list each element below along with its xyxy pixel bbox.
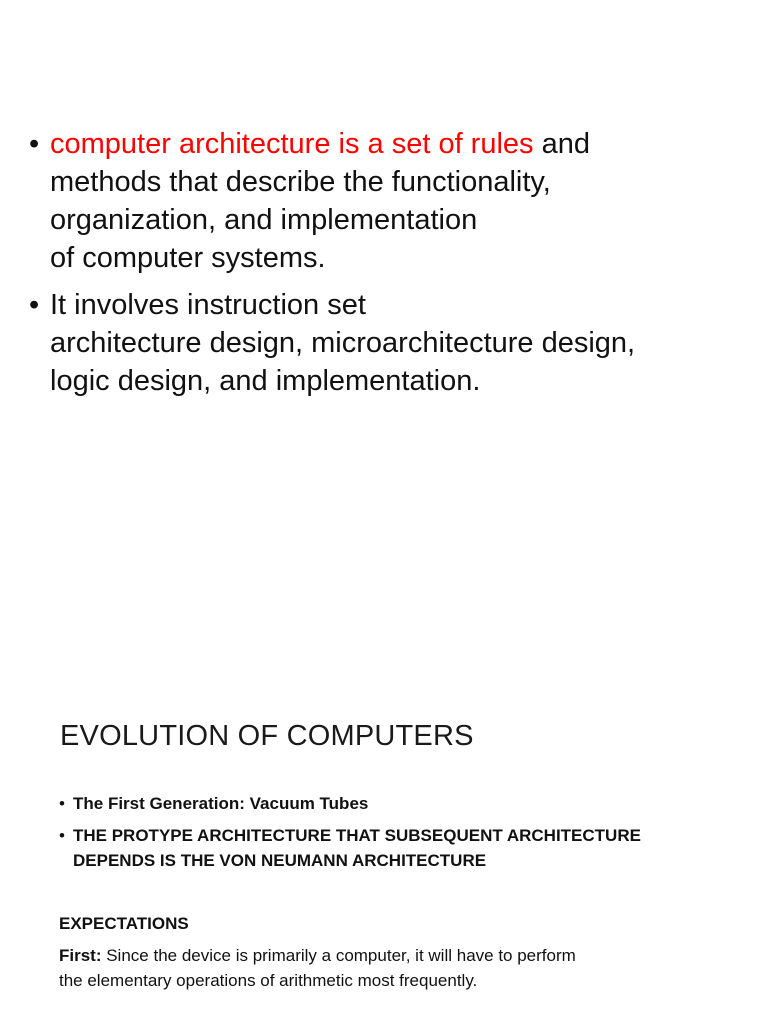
bullet-marker: •: [29, 128, 40, 160]
bullet-involves: [29, 286, 749, 400]
highlighted-definition: computer architecture is a set of rules: [50, 128, 534, 160]
bullet-von-neumann: [59, 823, 739, 873]
expectation-label: First:: [59, 946, 102, 965]
involves-line: architecture design, microarchitecture design,: [50, 327, 636, 359]
bullet-text: [73, 823, 739, 873]
expectations-heading: EXPECTATIONS: [59, 914, 189, 933]
definition-line: methods that describe the functionality,: [50, 166, 551, 198]
bullet-text: [50, 286, 749, 400]
bullet-marker: •: [59, 826, 65, 845]
expectation-line: Since the device is primarily a computer, it will have to perform: [101, 946, 576, 965]
slide-title: EVOLUTION OF COMPUTERS: [60, 720, 474, 752]
definition-line: organization, and implementation: [50, 204, 478, 236]
von-neumann-line: THE PROTYPE ARCHITECTURE THAT SUBSEQUENT ARCHITECTURE: [73, 826, 641, 845]
expectation-line: the elementary operations of arithmetic most frequently.: [59, 971, 478, 990]
bullet-definition: [29, 125, 749, 277]
definition-line: of computer systems.: [50, 242, 326, 274]
involves-line: logic design, and implementation.: [50, 365, 481, 397]
bullet-text: [50, 125, 749, 277]
definition-continuation: and: [533, 128, 590, 160]
expectation-first: [59, 943, 719, 993]
slide-evolution-of-computers: [0, 690, 768, 1024]
bullet-first-generation: [59, 791, 739, 816]
von-neumann-line: DEPENDS IS THE VON NEUMANN ARCHITECTURE: [73, 851, 487, 870]
bullet-marker: •: [59, 794, 65, 813]
bullet-marker: •: [29, 289, 40, 321]
bullet-text: The First Generation: Vacuum Tubes: [73, 794, 369, 813]
involves-line: It involves instruction set: [50, 289, 366, 321]
